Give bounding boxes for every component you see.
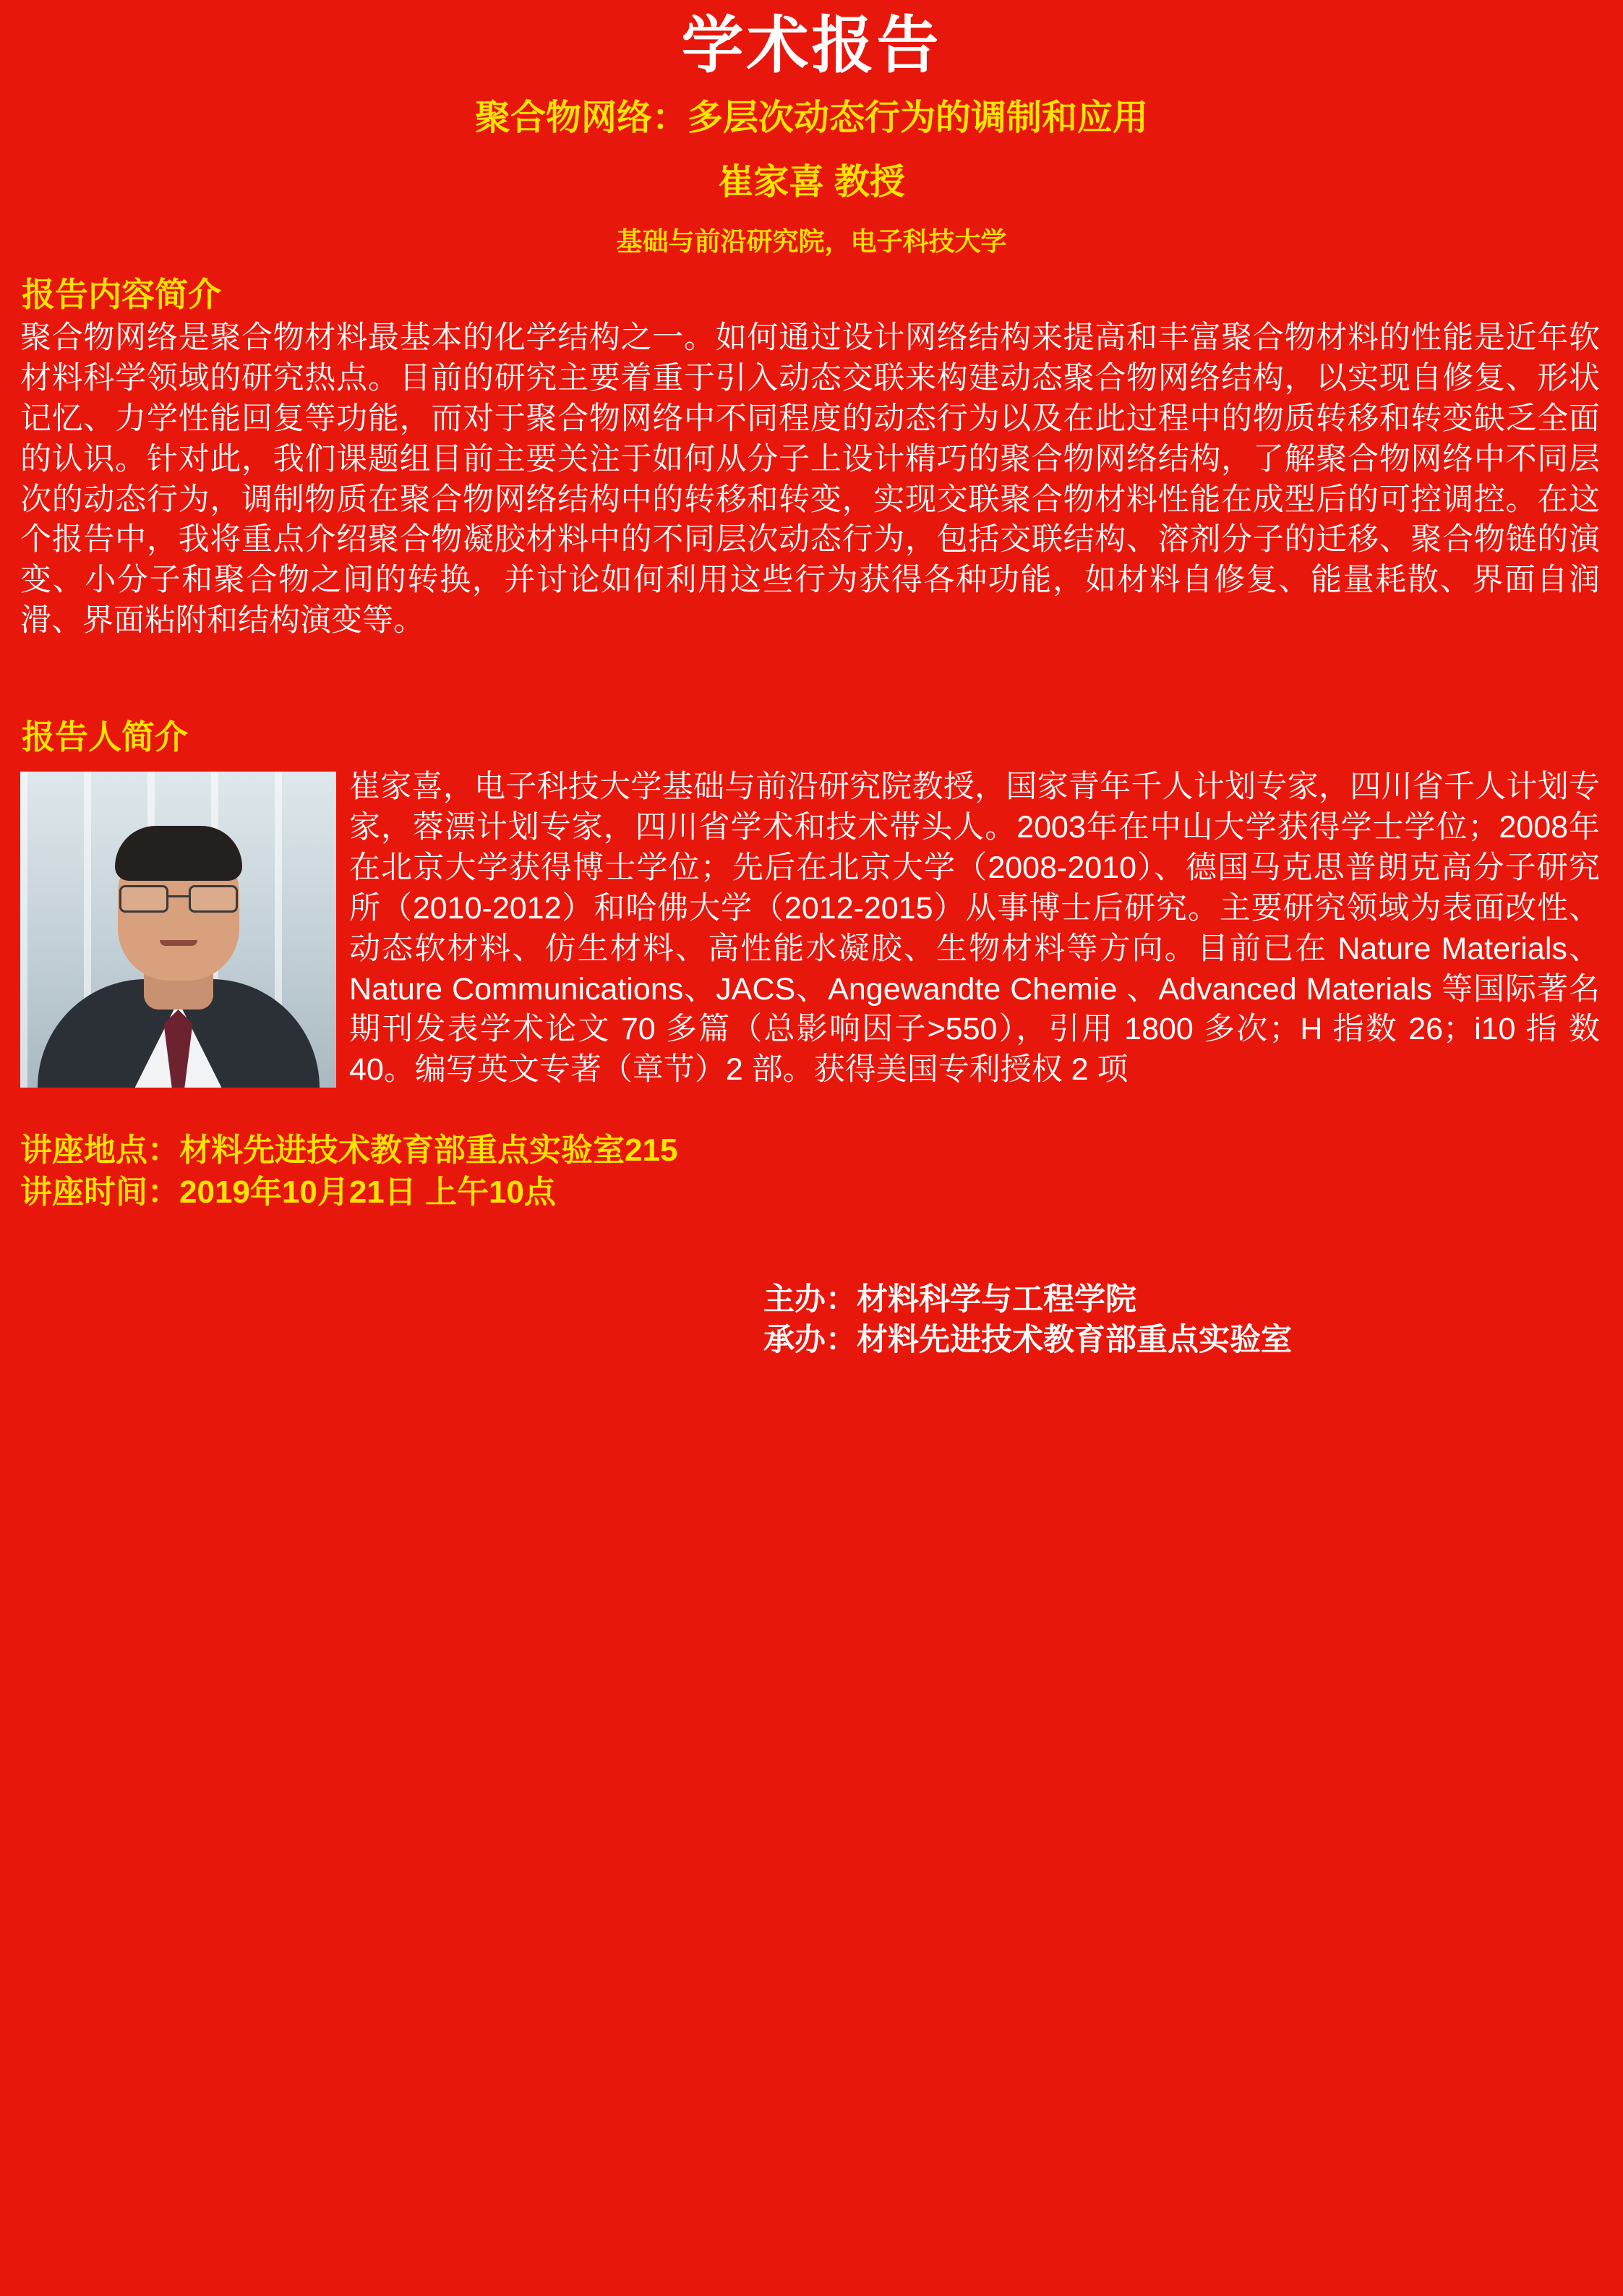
time-line: 讲座时间：2019年10月21日 上午10点 bbox=[20, 1174, 556, 1211]
venue-line: 讲座地点：材料先进技术教育部重点实验室215 bbox=[20, 1132, 678, 1169]
abstract-body: 聚合物网络是聚合物材料最基本的化学结构之一。如何通过设计网络结构来提高和丰富聚合物材料的性能是近年软材料科学领域的研究热点。目前的研究主要着重于引入动态交联来构建动态聚合物网络结构，以实现自修复、形状记忆、力学性能回复等功能，而对于聚合物网络中不同程度的动态行为以及在此过程中的物质转移和转变缺乏全面的认识。针对此，我们课题组目前主要关注于如何从分子上设计精巧的聚合物网络结构，了解聚合物网络中不同层次的动态行为，调制物质在聚合物网络结构中的转移和转变，实现交联聚合物材料性能在成型后的可控调控。在这个报告中，我将重点介绍聚合物凝胶材料中的不同层次动态行为，包括交联结构、溶剂分子的迁移、聚合物链的演变、小分子和聚合物之间的转换，并讨论如何利用这些行为获得各种功能，如材料自修复、能量耗散、界面自润滑、界面粘附和结构演变等。 bbox=[20, 320, 1600, 639]
portrait-hair bbox=[115, 826, 242, 881]
glasses-icon bbox=[118, 885, 239, 910]
page-title: 学术报告 bbox=[681, 11, 942, 80]
portrait-lens-right bbox=[189, 885, 238, 913]
portrait-mouth bbox=[160, 940, 197, 946]
speaker-affiliation: 基础与前沿研究院，电子科技大学 bbox=[616, 226, 1007, 256]
bio-body: 崔家喜，电子科技大学基础与前沿研究院教授，国家青年千人计划专家，四川省千人计划专家，蓉漂计划专家，四川省学术和技术带头人。2003年在中山大学获得学士学位；2008年在北京大学获得博士学位；先后在北京大学（2008-2010）、德国马克思普朗克高分子研究所（2010-2012）和哈佛大学（2012-2015）从事博士后研究。主要研究领域为表面改性、动态软材料、仿生材料、高性能水凝胶、生物材料等方向。目前已在 Nature Materials、Nature Communications、JACS、Angewandte Chemie 、Advanced Materials 等国际著名期刊发表学术论文 70 多篇（总影响因子>550），引用 1800 多次；H 指数 26；i10 指 数 40。编写英文专著（章节）2 部。获得美国专利授权 2 项 bbox=[349, 769, 1600, 1088]
bio-section bbox=[19, 767, 1604, 1091]
organizer-line: 主办：材料科学与工程学院 bbox=[763, 1282, 1136, 1318]
logistics-block bbox=[19, 1130, 1604, 1213]
speaker-name: 崔家喜 教授 bbox=[718, 163, 905, 202]
speaker-portrait-image bbox=[20, 772, 336, 1088]
abstract-heading: 报告内容简介 bbox=[22, 276, 221, 314]
organizer-block bbox=[19, 1280, 1604, 1361]
co-organizer-line: 承办：材料先进技术教育部重点实验室 bbox=[763, 1323, 1292, 1358]
portrait-lens-left bbox=[119, 885, 168, 913]
lecture-topic: 聚合物网络：多层次动态行为的调制和应用 bbox=[474, 98, 1148, 138]
bio-heading: 报告人简介 bbox=[22, 718, 188, 756]
portrait-glasses-bridge bbox=[168, 895, 189, 897]
